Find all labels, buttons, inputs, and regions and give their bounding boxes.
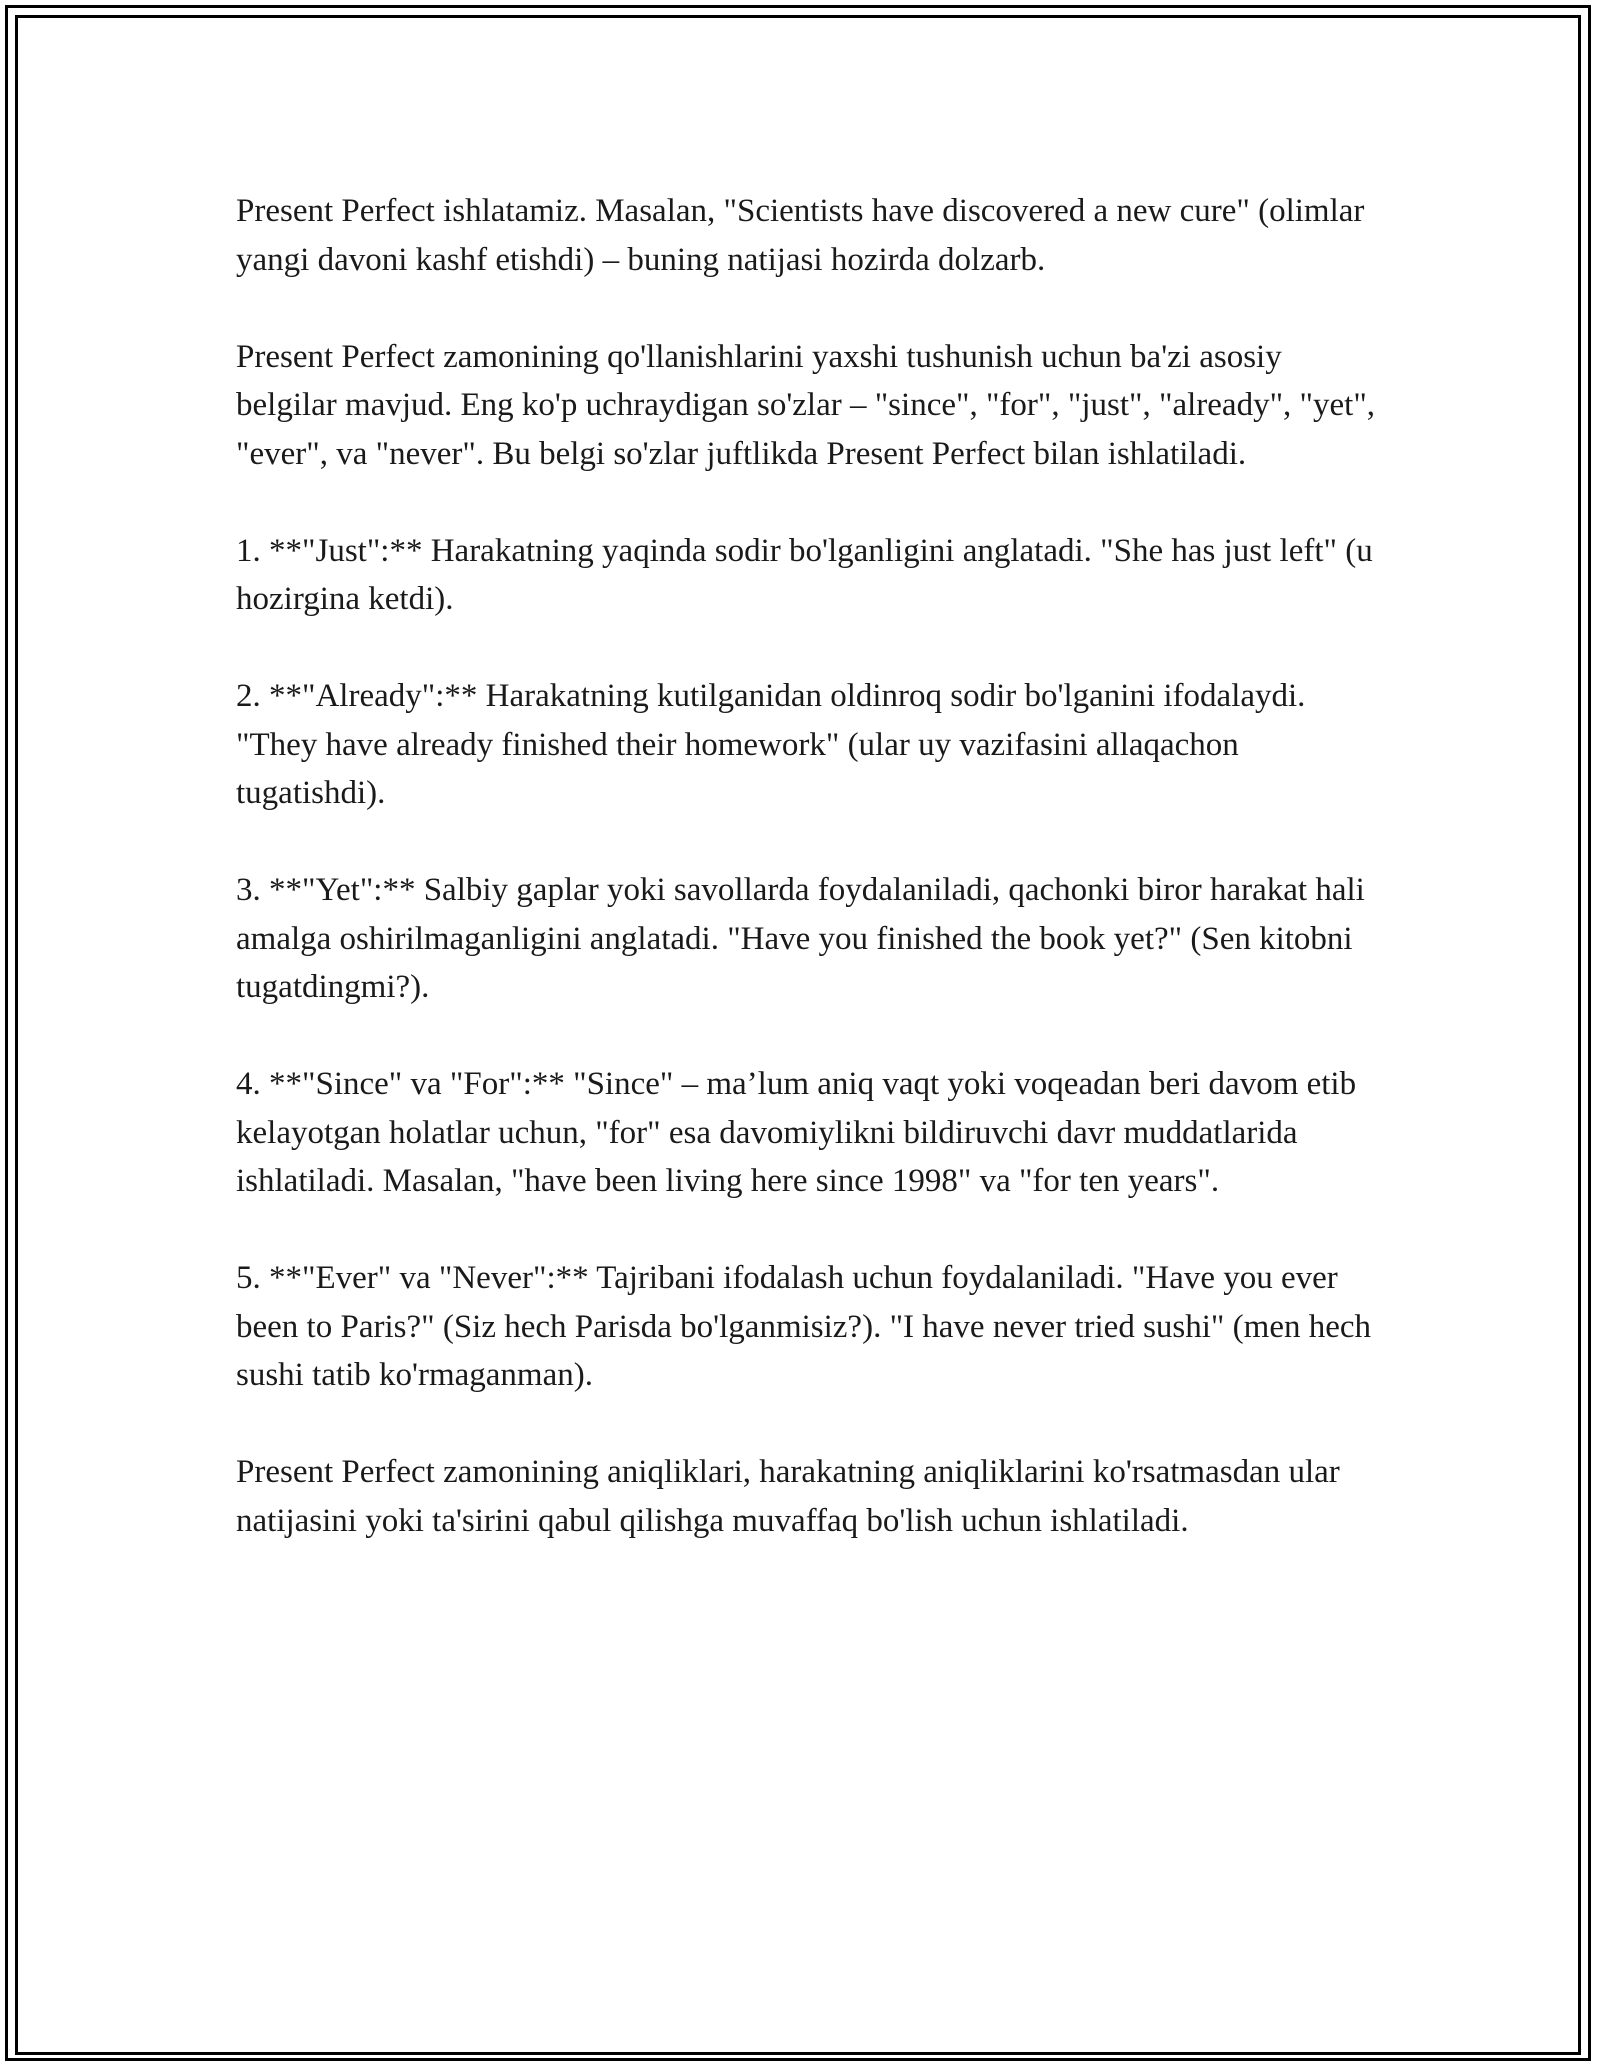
paragraph-ever-never: 5. **"Ever" va "Never":** Tajribani ifodalash uchun foydalaniladi. "Have you ever been to Paris?" (Siz hech Parisda bo'lganmisiz?). "I have never tried sushi" (men hech sushi tatib ko'rmaganman). bbox=[236, 1260, 1372, 1393]
paragraph-since-for: 4. **"Since" va "For":** "Since" – ma’lum aniq vaqt yoki voqeadan beri davom etib kelayotgan holatlar uchun, "for" esa davomiylikni bildiruvchi davr muddatlarida ishlatiladi. Masalan, "have been living here since 1998" va "for ten years". bbox=[236, 1066, 1357, 1199]
document-body bbox=[236, 187, 1376, 1545]
paragraph-conclusion: Present Perfect zamonining aniqliklari, harakatning aniqliklarini ko'rsatmasdan ular natijasini yoki ta'sirini qabul qilishga muvaffaq bo'lish uchun ishlatiladi. bbox=[236, 1454, 1340, 1539]
paragraph-already: 2. **"Already":** Harakatning kutilganidan oldinroq sodir bo'lganini ifodalaydi. "They have already finished their homework" (ular uy vazifasini allaqachon tugatishdi). bbox=[236, 678, 1306, 811]
paragraph-yet: 3. **"Yet":** Salbiy gaplar yoki savollarda foydalaniladi, qachonki biror harakat hali amalga oshirilmaganligini anglatadi. "Have you finished the book yet?" (Sen kitobni tugatdingmi?). bbox=[236, 872, 1365, 1005]
paragraph-intro-continued: Present Perfect ishlatamiz. Masalan, "Scientists have discovered a new cure" (olimlar yangi davoni kashf etishdi) – buning natijasi hozirda dolzarb. bbox=[236, 193, 1365, 278]
paragraph-signal-words: Present Perfect zamonining qo'llanishlarini yaxshi tushunish uchun ba'zi asosiy belgilar mavjud. Eng ko'p uchraydigan so'zlar – "since", "for", "just", "already", "yet", "ever", va "never". Bu belgi so'zlar juftlikda Present Perfect bilan ishlatiladi. bbox=[236, 338, 1376, 472]
paragraph-just: 1. **"Just":** Harakatning yaqinda sodir bo'lganligini anglatadi. "She has just left" (u hozirgina ketdi). bbox=[236, 532, 1373, 617]
